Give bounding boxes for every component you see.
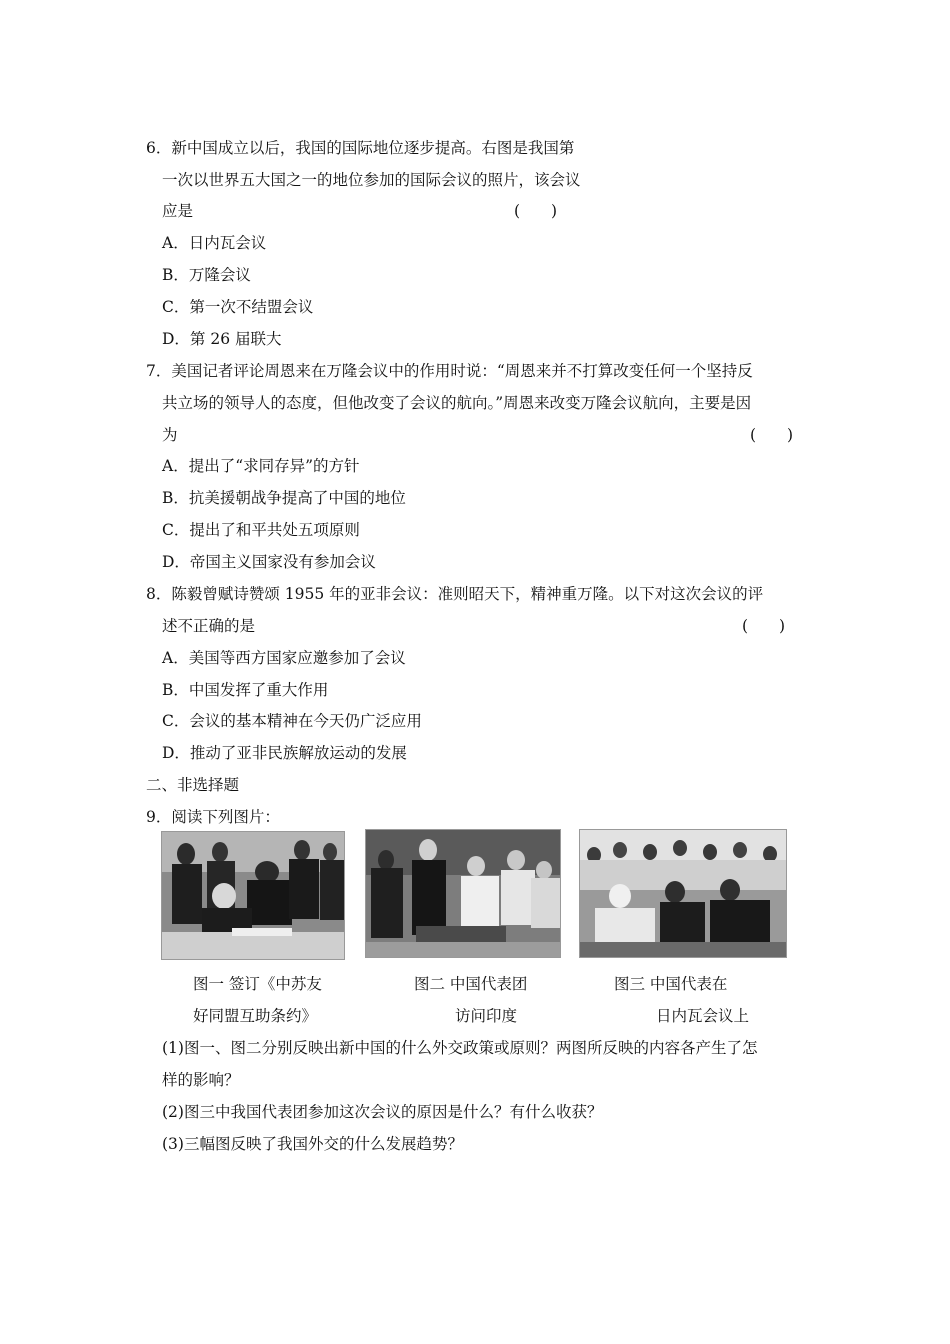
q7-option-a: A．提出了“求同存异”的方针	[162, 457, 360, 475]
q7-option-d: D．帝国主义国家没有参加会议	[162, 553, 376, 571]
q8-option-c: C．会议的基本精神在今天仍广泛应用	[162, 712, 422, 730]
caption-1-line2: 好同盟互助条约》	[193, 1007, 318, 1025]
q8-answer-blank: ( )	[742, 617, 786, 635]
q6-option-d: D．第 26 届联大	[162, 330, 282, 348]
photo-geneva-conference-image	[580, 830, 786, 957]
q8-option-a: A．美国等西方国家应邀参加了会议	[162, 649, 406, 667]
q6-option-b: B．万隆会议	[162, 266, 251, 284]
caption-3-line1: 图三 中国代表在	[614, 975, 728, 993]
q6-stem-line3: 应是	[162, 202, 194, 220]
q8-stem-line1: 8．陈毅曾赋诗赞颂 1955 年的亚非会议：准则昭天下，精神重万隆。以下对这次会议的评	[146, 585, 764, 603]
caption-2-line1: 图二 中国代表团	[414, 975, 528, 993]
photo-geneva-conference	[579, 829, 787, 958]
q7-stem-line2: 共立场的领导人的态度，但他改变了会议的航向。”周恩来改变万隆会议航向，主要是因	[162, 394, 752, 412]
q9-sub3: (3)三幅图反映了我国外交的什么发展趋势？	[162, 1135, 463, 1153]
q6-answer-blank: ( )	[514, 202, 558, 220]
q7-stem-line3: 为	[162, 426, 178, 444]
q9-sub2: (2)图三中我国代表团参加这次会议的原因是什么？有什么收获？	[162, 1103, 603, 1121]
q7-option-b: B．抗美援朝战争提高了中国的地位	[162, 489, 406, 507]
q8-option-d: D．推动了亚非民族解放运动的发展	[162, 744, 407, 762]
q7-option-c: C．提出了和平共处五项原则	[162, 521, 360, 539]
q7-stem-line1: 7．美国记者评论周恩来在万隆会议中的作用时说：“周恩来并不打算改变任何一个坚持反	[146, 362, 753, 380]
photo-treaty-signing	[161, 831, 345, 960]
caption-3-line2: 日内瓦会议上	[656, 1007, 750, 1025]
caption-2-line2: 访问印度	[455, 1007, 518, 1025]
q9-sub1-line1: (1)图一、图二分别反映出新中国的什么外交政策或原则？两图所反映的内容各产生了怎	[162, 1039, 758, 1057]
q6-stem-line1: 6．新中国成立以后，我国的国际地位逐步提高。右图是我国第	[146, 139, 575, 157]
q6-stem-line2: 一次以世界五大国之一的地位参加的国际会议的照片，该会议	[162, 171, 581, 189]
q7-answer-blank: ( )	[750, 426, 794, 444]
caption-1-line1: 图一 签订《中苏友	[193, 975, 322, 993]
q6-option-c: C．第一次不结盟会议	[162, 298, 314, 316]
q8-stem-line2: 述不正确的是	[162, 617, 256, 635]
photo-india-visit-image	[366, 830, 560, 957]
q6-option-a: A．日内瓦会议	[162, 234, 267, 252]
q8-option-b: B．中国发挥了重大作用	[162, 681, 329, 699]
q9-intro: 9．阅读下列图片：	[146, 808, 280, 826]
photo-treaty-signing-image	[162, 832, 344, 959]
photo-india-visit	[365, 829, 561, 958]
section-heading: 二、非选择题	[146, 776, 240, 794]
q9-sub1-line2: 样的影响？	[162, 1071, 240, 1089]
